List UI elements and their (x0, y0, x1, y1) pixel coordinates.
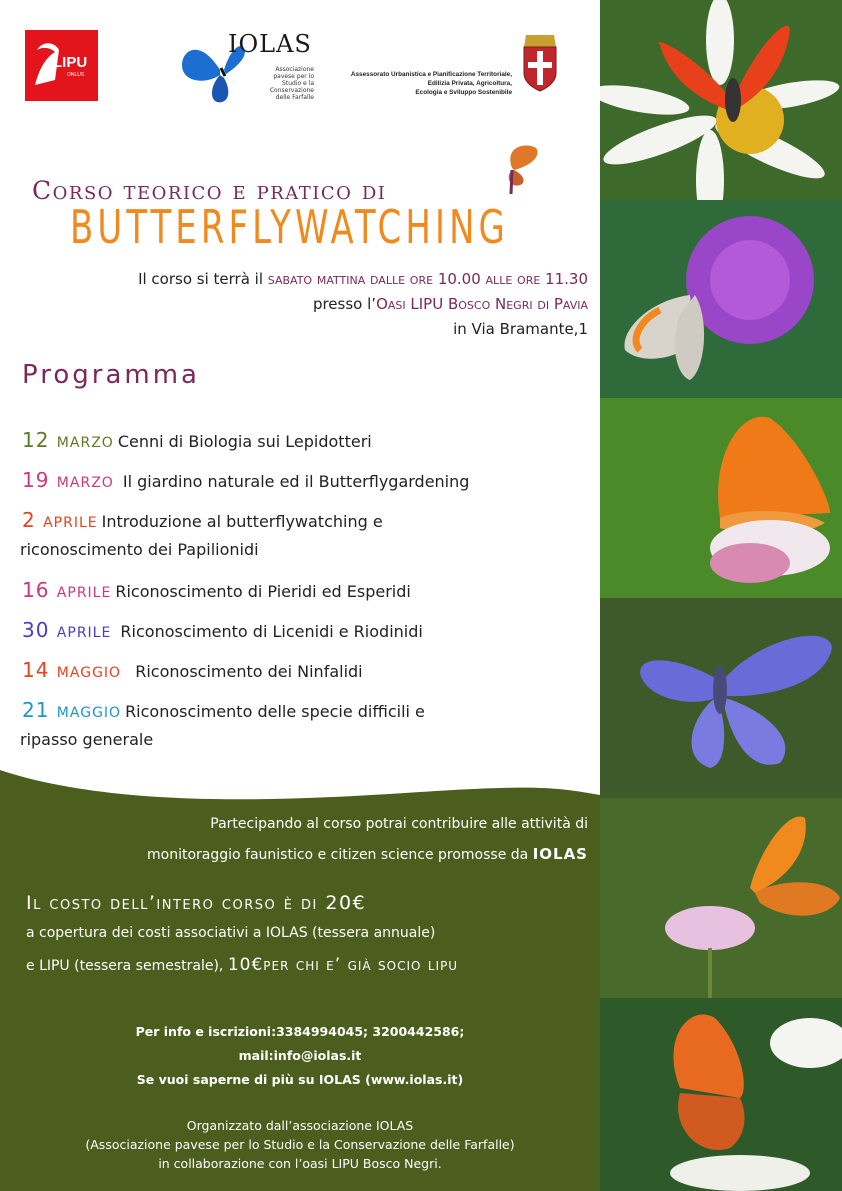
title-line-1: Corso teorico e pratico di (32, 176, 387, 205)
programma-item (22, 658, 363, 682)
photo-orange-butterfly-daisy (600, 0, 842, 200)
org-line-2: (Associazione pavese per lo Studio e la Conservazione delle Farfalle) (85, 1137, 515, 1152)
programma-text: Riconoscimento di Licenidi e Riodinidi (115, 622, 423, 641)
iolas-subtitle: Associazione pavese per lo Studio e la Conservazione delle Farfalle (269, 66, 314, 101)
green-p1: Partecipando al corso potrai contribuire alle attività di (210, 816, 588, 832)
programma-date: 12 marzo (22, 428, 114, 452)
programma-date: 2 aprile (22, 508, 98, 532)
cost-heading: Il costo dell’intero corso è di 20€ (26, 892, 367, 914)
programma-item (22, 578, 411, 602)
photo-orange-butterfly-yarrow (600, 798, 842, 998)
photo-blue-butterfly (600, 598, 842, 798)
info-line-1: Il corso si terrà il sabato mattina dalle ore 10.00 alle ore 11.30 (138, 270, 588, 288)
info-line-2: presso l’Oasi LIPU Bosco Negri di Pavia (312, 295, 588, 313)
programma-item (22, 698, 425, 722)
programma-date: 30 aprile (22, 618, 112, 642)
cost-line-1: a copertura dei costi associativi a IOLAS (tessera annuale) (26, 925, 436, 941)
programma-date: 19 marzo (22, 468, 114, 492)
programma-item (22, 508, 383, 532)
org-line-3: in collaborazione con l’oasi LIPU Bosco Negri. (158, 1156, 442, 1171)
programma-date: 14 maggio (22, 658, 122, 682)
title-line-2: BUTTERFLYWATCHING (70, 200, 509, 254)
photo-column (600, 0, 842, 1191)
lipu-logo (25, 30, 98, 101)
programma-heading: Programma (22, 360, 200, 390)
programma-text: Riconoscimento di Pieridi ed Esperidi (115, 582, 411, 601)
programma-text: Introduzione al butterflywatching e (101, 512, 383, 531)
pavia-crest-icon (518, 25, 562, 95)
photo-orange-butterfly-white-flower (600, 998, 842, 1191)
contact-line-3: Se vuoi saperne di più su IOLAS (www.iolas.it) (136, 1072, 464, 1087)
programma-text: Il giardino naturale ed il Butterflygardening (117, 472, 470, 491)
programma-item (22, 428, 372, 452)
programma-text: Riconoscimento dei Ninfalidi (125, 662, 363, 681)
small-butterfly-icon (494, 138, 550, 194)
lipu-sub: ONLUS (67, 72, 85, 78)
iolas-name: IOLAS (228, 30, 312, 58)
programma-continuation: ripasso generale (20, 730, 154, 749)
programma-text: Cenni di Biologia sui Lepidotteri (117, 432, 372, 451)
programma-date: 21 maggio (22, 698, 122, 722)
programma-continuation: riconoscimento dei Papilionidi (20, 540, 259, 559)
contact-line-2: mail:info@iolas.it (238, 1048, 362, 1063)
programma-item (22, 618, 423, 642)
org-line-1: Organizzato dall’associazione IOLAS (186, 1118, 414, 1133)
lipu-text: LIPU (53, 54, 88, 71)
programma-date: 16 aprile (22, 578, 112, 602)
assessorato-text: Assessorato Urbanistica e Pianificazione Territoriale, Edilizia Privata, Agricoltura, Ecologia e Sviluppo Sostenibile (350, 71, 512, 96)
green-p2: monitoraggio faunistico e citizen science promosse da IOLAS (147, 845, 588, 863)
programma-item (22, 468, 469, 492)
info-line-3: in Via Bramante,1 (453, 320, 588, 338)
photo-purple-flower-butterfly (600, 200, 842, 398)
contact-line-1: Per info e iscrizioni:3384994045; 3200442586; (135, 1024, 465, 1039)
cost-line-2: e LIPU (tessera semestrale), 10€per chi e’ già socio lipu (26, 955, 459, 975)
photo-orange-butterfly-flower (600, 398, 842, 598)
programma-text: Riconoscimento delle specie difficili e (125, 702, 425, 721)
